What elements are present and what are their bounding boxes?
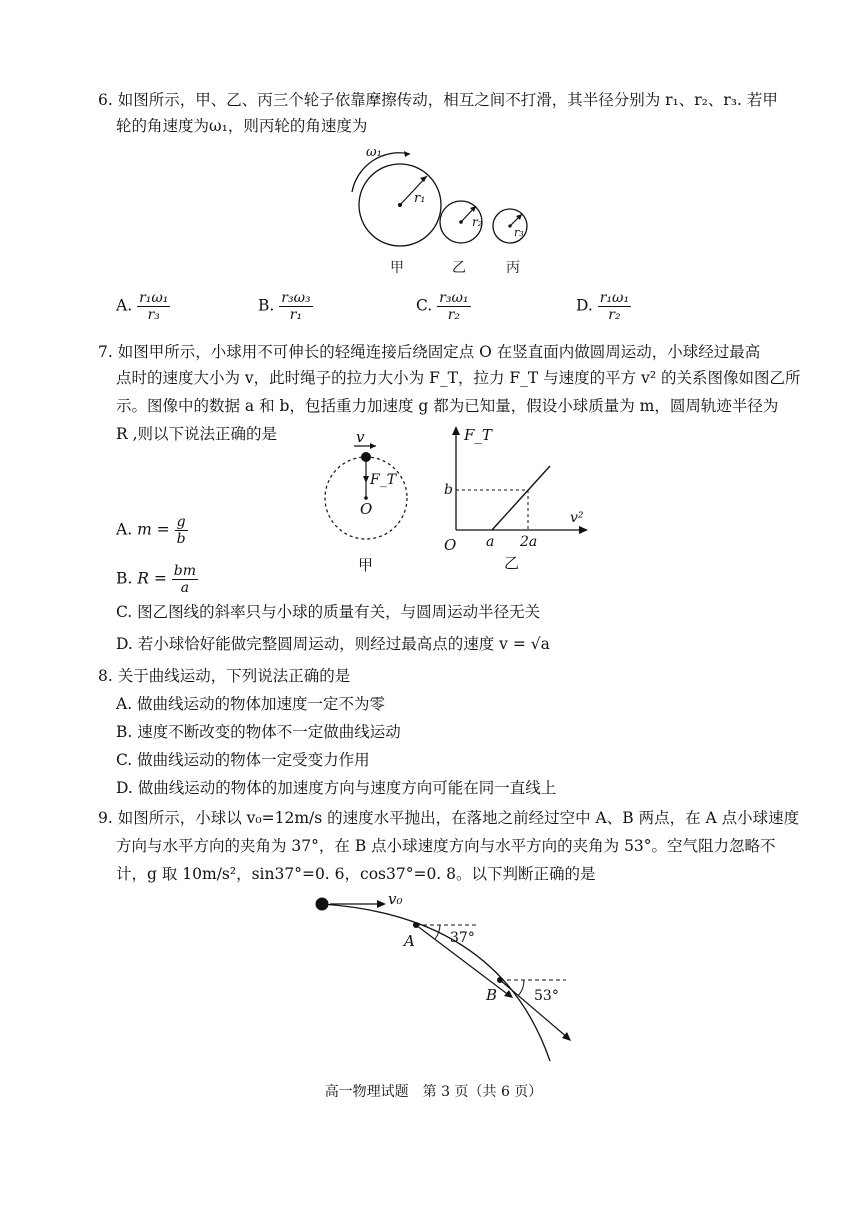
x-axis-label: v² — [570, 510, 584, 526]
q6-option-d[interactable] — [576, 290, 631, 323]
option-letter: D. — [576, 296, 593, 315]
q6-stem-line1: 6. 如图所示，甲、乙、丙三个轮子依靠摩擦传动，相互之间不打滑，其半径分别为 r₁、r₂、r₃. 若甲 — [98, 91, 778, 109]
q6-label-bing: 丙 — [506, 260, 520, 276]
q7-option-b[interactable] — [116, 563, 198, 596]
q6-stem-line2: 轮的角速度为ω₁，则丙轮的角速度为 — [116, 117, 368, 135]
graph-line — [492, 466, 550, 530]
q7-stem-line2: 点时的速度大小为 v，此时绳子的拉力大小为 F_T，拉力 F_T 与速度的平方 v² 的关系图像如图乙所 — [116, 369, 801, 387]
option-lhs: R = — [137, 569, 167, 588]
option-letter: A. — [116, 296, 133, 315]
q6-r1-label: r₁ — [414, 191, 426, 206]
q7-option-c[interactable]: C. 图乙图线的斜率只与小球的质量有关，与圆周运动半径无关 — [116, 603, 541, 621]
q7-figure-jia — [316, 428, 416, 578]
fraction-denominator: b — [176, 531, 186, 547]
q6-option-c[interactable] — [416, 290, 471, 323]
q7-option-d[interactable]: D. 若小球恰好能做完整圆周运动，则经过最高点的速度 v = √a — [116, 635, 550, 653]
point-a-label: A — [404, 932, 415, 950]
option-letter: B. — [258, 296, 275, 315]
q8-option-d[interactable]: D. 做曲线运动的物体的加速度方向与速度方向可能在同一直线上 — [116, 779, 557, 797]
fraction-numerator: r₃ω₃ — [281, 290, 311, 306]
q8-option-b[interactable]: B. 速度不断改变的物体不一定做曲线运动 — [116, 723, 401, 741]
center-o-label: O — [360, 500, 373, 518]
q6-omega-label: ω₁ — [366, 145, 382, 160]
q6-wheels-figure — [330, 140, 570, 280]
trajectory-curve — [322, 904, 550, 1061]
velocity-label: v — [356, 428, 365, 446]
fraction-denominator: a — [180, 580, 190, 596]
v0-label: v₀ — [388, 890, 403, 908]
origin-label: O — [444, 536, 457, 554]
tension-label: F_T — [370, 472, 397, 488]
fraction-denominator: r₂ — [608, 307, 621, 323]
q6-label-jia: 甲 — [390, 260, 404, 276]
q6-option-b[interactable] — [258, 290, 313, 323]
q9-stem-line3: 计，g 取 10m/s²，sin37°=0. 6，cos37°=0. 8。以下判断正确的是 — [116, 865, 596, 883]
q6-r2-label: r₂ — [472, 215, 483, 229]
q7-option-a[interactable] — [116, 514, 188, 547]
angle-37-label: 37° — [450, 930, 475, 946]
fraction-denominator: r₃ — [147, 307, 160, 323]
q6-r3-label: r₃ — [514, 226, 524, 239]
option-letter: A. — [116, 520, 138, 539]
q7-graph-yi — [440, 418, 600, 578]
q9-stem-line1: 9. 如图所示，小球以 v₀=12m/s 的速度水平抛出，在落地之前经过空中 A、B 两点，在 A 点小球速度 — [98, 809, 800, 827]
q6-option-a[interactable] — [116, 290, 170, 323]
q7-stem-line3: 示。图像中的数据 a 和 b，包括重力加速度 g 都为已知量，假设小球质量为 m，圆周轨迹半径为 — [116, 397, 779, 415]
fraction-numerator: g — [176, 514, 186, 530]
q6-label-yi: 乙 — [452, 260, 466, 276]
option-letter: B. — [116, 569, 138, 588]
fraction-denominator: r₁ — [289, 307, 303, 323]
figure-jia-caption: 甲 — [358, 556, 374, 574]
page-footer: 高一物理试题 第 3 页（共 6 页） — [324, 1084, 543, 1100]
angle-53-label: 53° — [534, 988, 559, 1004]
fraction-denominator: r₂ — [447, 307, 460, 323]
ball — [316, 898, 329, 911]
q8-stem: 8. 关于曲线运动，下列说法正确的是 — [98, 667, 351, 685]
option-letter: C. — [416, 296, 433, 315]
2a-tick-label: 2a — [520, 534, 538, 550]
q8-option-a[interactable]: A. 做曲线运动的物体加速度一定不为零 — [116, 695, 386, 713]
point-b-label: B — [486, 986, 498, 1004]
q9-stem-line2: 方向与水平方向的夹角为 37°，在 B 点小球速度方向与水平方向的夹角为 53°。空气阻力忽略不 — [116, 837, 776, 855]
figure-yi-caption: 乙 — [504, 554, 520, 572]
fraction-numerator: r₁ω₁ — [599, 290, 630, 306]
y-axis-label: F_T — [464, 426, 492, 444]
fraction-numerator: r₃ω₁ — [439, 290, 469, 306]
fraction-numerator: bm — [173, 563, 197, 579]
option-lhs: m = — [137, 520, 170, 539]
b-tick-label: b — [444, 482, 453, 498]
q9-projectile-figure — [300, 886, 600, 1076]
fraction-numerator: r₁ω₁ — [139, 290, 169, 306]
q8-option-c[interactable]: C. 做曲线运动的物体一定受变力作用 — [116, 751, 370, 769]
q7-stem-line1: 7. 如图甲所示，小球用不可伸长的轻绳连接后绕固定点 O 在竖直面内做圆周运动，小球经过最高 — [98, 343, 761, 361]
a-tick-label: a — [486, 534, 495, 550]
q7-stem-line4: R ,则以下说法正确的是 — [116, 425, 278, 443]
